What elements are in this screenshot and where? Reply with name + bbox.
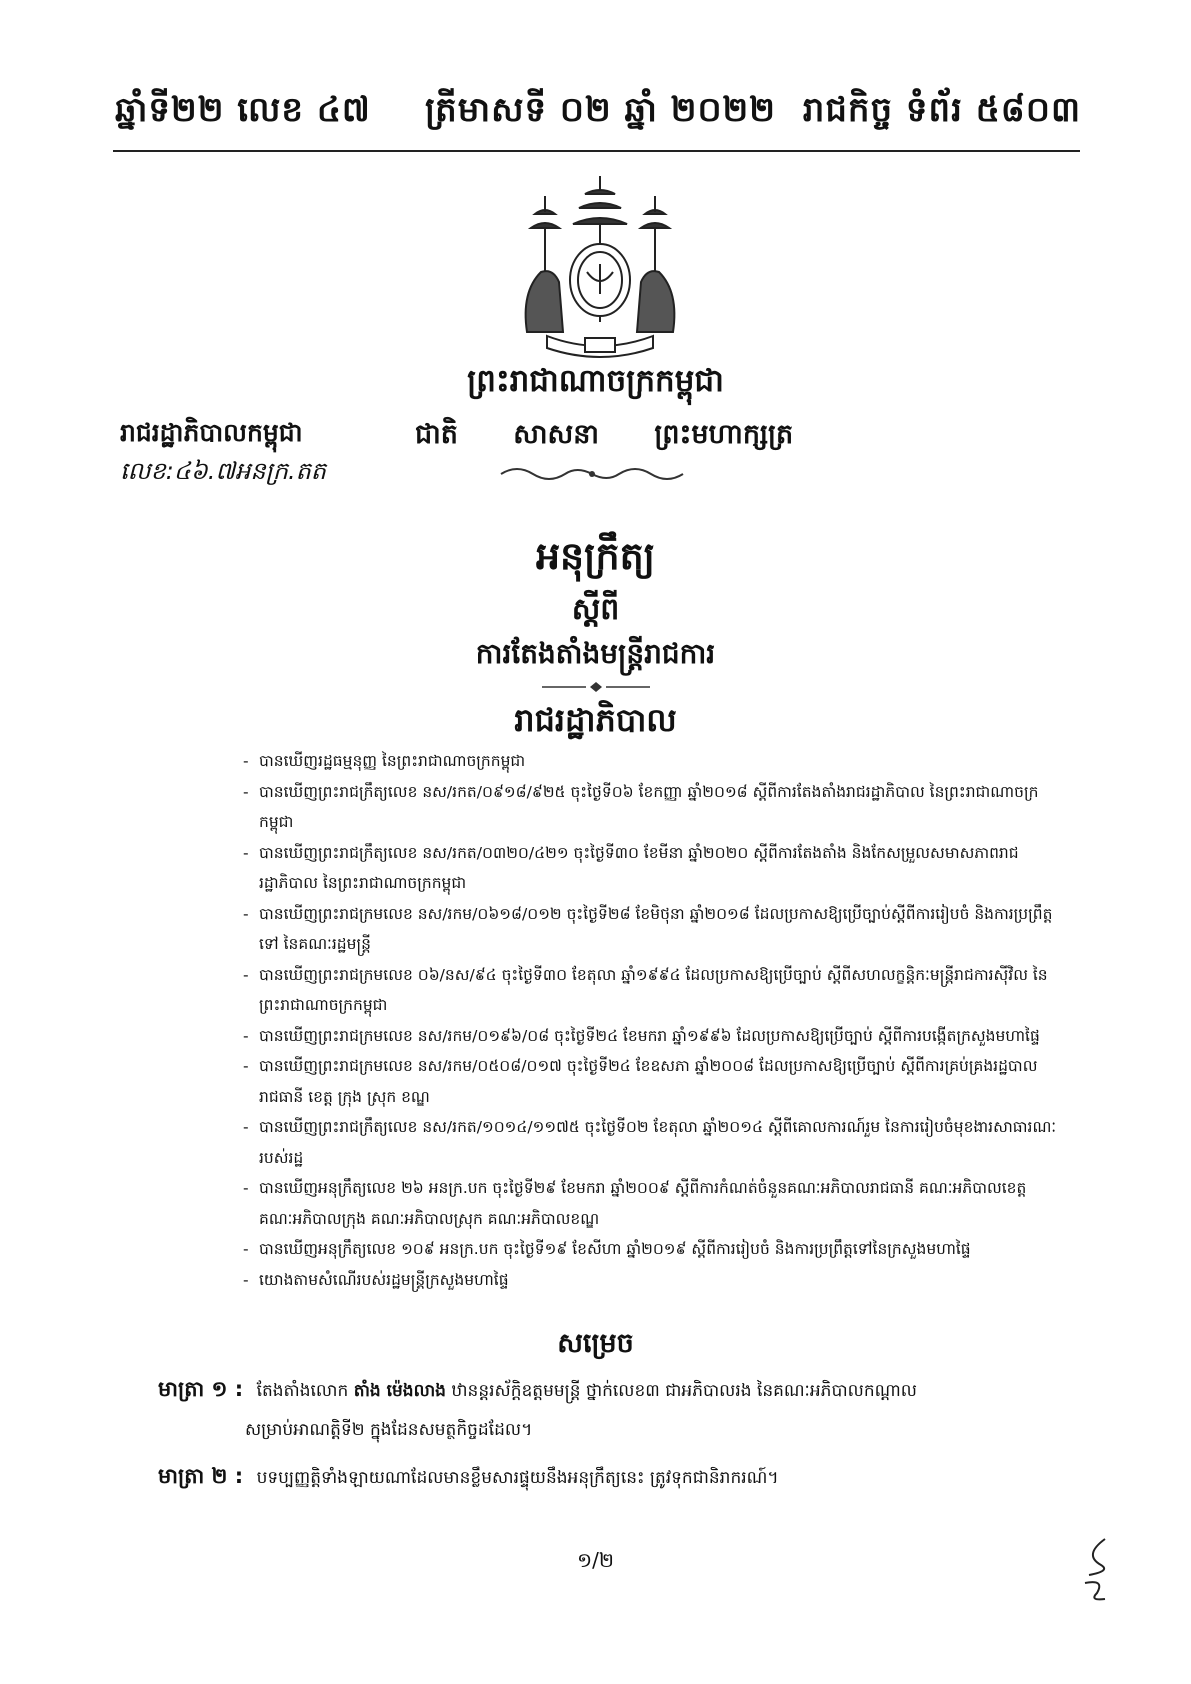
royal-coat-of-arms-icon <box>507 172 693 362</box>
issuer-name: រាជរដ្ឋាភិបាលកម្ពុជា <box>120 418 303 447</box>
preamble-item: - បានឃើញព្រះរាជក្រឹត្យលេខ នស/រកត/០៣២០/៤២១ ចុះថ្ងៃទី៣០ ខែមីនា ឆ្នាំ២០២០ ស្តីពីការតែងតាំង និងកែសម្រួលសមាសភាពរាជរដ្ឋាភិបាល នៃព្រះរាជាណាចក្រកម្ពុជា <box>243 838 1063 899</box>
handwritten-initials-icon <box>1075 1535 1115 1605</box>
header-divider <box>113 150 1080 152</box>
preamble-item: - បានឃើញព្រះរាជក្រឹត្យលេខ នស/រកត/១០១៤/១១៧៥ ចុះថ្ងៃទី០២ ខែតុលា ឆ្នាំ២០១៤ ស្តីពីគោលការណ៍រួម នៃការរៀបចំមុខងារសាធារណៈរបស់រដ្ឋ <box>243 1112 1063 1173</box>
preamble-item: - បានឃើញព្រះរាជក្រមលេខ នស/រកម/០៥០៨/០១៧ ចុះថ្ងៃទី២៤ ខែឧសភា ឆ្នាំ២០០៨ ដែលប្រកាសឱ្យប្រើច្បាប់ ស្តីពីការគ្រប់គ្រងរដ្ឋបាលរាជធានី ខេត្ត ក្រុង ស្រុក ខណ្ឌ <box>243 1051 1063 1112</box>
page-number: ១/២ <box>576 1548 614 1572</box>
preamble-item: - បានឃើញអនុក្រឹត្យលេខ ១០៩ អនក្រ.បក ចុះថ្ងៃទី១៩ ខែសីហា ឆ្នាំ២០១៩ ស្តីពីការរៀបចំ និងការប្រព្រឹត្តទៅនៃក្រសួងមហាផ្ទៃ <box>243 1234 1063 1265</box>
preamble-item: - បានឃើញរដ្ឋធម្មនុញ្ញ នៃព្រះរាជាណាចក្រកម្ពុជា <box>243 746 1063 777</box>
title-about: ស្តីពី <box>571 592 620 627</box>
appointee-name: តាំង ម៉េងលាង <box>353 1381 446 1401</box>
motto-religion: សាសនា <box>513 419 599 450</box>
preamble-item: - បានឃើញព្រះរាជក្រឹត្យលេខ នស/រកត/០៩១៨/៩២៥ ចុះថ្ងៃទី០៦ ខែកញ្ញា ឆ្នាំ២០១៨ ស្តីពីការតែងតាំងរាជរដ្ឋាភិបាល នៃព្រះរាជាណាចក្រកម្ពុជា <box>243 777 1063 838</box>
article-2 <box>158 1456 1068 1499</box>
motto-king: ព្រះមហាក្សត្រ <box>654 419 794 450</box>
article-1 <box>158 1369 1068 1412</box>
motto-nation: ជាតិ <box>415 419 458 450</box>
title-government: រាជរដ្ឋាភិបាល <box>514 701 677 739</box>
document-number: លេខ:៤៦.៧អនក្រ.តត <box>120 457 327 485</box>
preamble-item: - បានឃើញអនុក្រឹត្យលេខ ២៦ អនក្រ.បក ចុះថ្ងៃទី២៩ ខែមករា ឆ្នាំ២០០៩ ស្តីពីការកំណត់ចំនួនគណៈអភិបាលរាជធានី គណៈអភិបាលខេត្ត គណៈអភិបាលក្រុង គណៈអភិបាលស្រុក គណៈអភិបាលខណ្ឌ <box>243 1173 1063 1234</box>
article-1-prefix: តែងតាំងលោក <box>256 1381 349 1401</box>
article-2-label: មាត្រា ២ : <box>158 1464 244 1488</box>
decision-heading: សម្រេច <box>557 1328 634 1359</box>
title-divider-icon <box>540 680 652 694</box>
article-1-continuation: សម្រាប់អាណត្តិទី២ ក្នុងដែនសមត្ថកិច្ចដដែល។ <box>245 1420 533 1440</box>
preamble-item: - បានឃើញព្រះរាជក្រមលេខ នស/រកម/០១៩៦/០៨ ចុះថ្ងៃទី២៤ ខែមករា ឆ្នាំ១៩៩៦ ដែលប្រកាសឱ្យប្រើច្បាប់ ស្តីពីការបង្កើតក្រសួងមហាផ្ទៃ <box>243 1021 1063 1052</box>
kingdom-title: ព្រះរាជាណាចក្រកម្ពុជា <box>467 363 724 399</box>
header-page: រាជកិច្ច ទំព័រ ៥៨០៣ <box>802 90 1081 130</box>
document-type-title: អនុក្រឹត្យ <box>535 534 656 578</box>
preamble-list <box>243 746 1063 1295</box>
article-2-text: បទប្បញ្ញត្តិទាំងឡាយណាដែលមានខ្លឹមសារផ្ទុយនឹងអនុក្រឹត្យនេះ ត្រូវទុកជានិរាករណ៍។ <box>256 1468 779 1488</box>
preamble-item: - បានឃើញព្រះរាជក្រមលេខ ០៦/នស/៩៤ ចុះថ្ងៃទី៣០ ខែតុលា ឆ្នាំ១៩៩៤ ដែលប្រកាសឱ្យប្រើច្បាប់ ស្តីពីសហលក្ខន្តិកៈមន្ត្រីរាជការស៊ីវិល នៃព្រះរាជាណាចក្រកម្ពុជា <box>243 960 1063 1021</box>
article-1-label: មាត្រា ១ : <box>158 1377 244 1401</box>
national-motto <box>415 418 839 457</box>
title-subject: ការតែងតាំងមន្ត្រីរាជការ <box>475 637 716 670</box>
preamble-item: - បានឃើញព្រះរាជក្រមលេខ នស/រកម/០៦១៨/០១២ ចុះថ្ងៃទី២៨ ខែមិថុនា ឆ្នាំ២០១៨ ដែលប្រកាសឱ្យប្រើច្បាប់ស្តីពីការរៀបចំ និងការប្រព្រឹត្តទៅ នៃគណៈរដ្ឋមន្ត្រី <box>243 899 1063 960</box>
header-issue: ឆ្នាំទី២២ លេខ ៤៧ <box>115 90 371 130</box>
preamble-item: - យោងតាមសំណើរបស់រដ្ឋមន្ត្រីក្រសួងមហាផ្ទៃ <box>243 1265 1063 1296</box>
ornament-flourish-icon <box>497 462 687 484</box>
article-1-text: ឋានន្តរស័ក្តិឧត្តមមន្ត្រី ថ្នាក់លេខ៣ ជាអភិបាលរង នៃគណៈអភិបាលកណ្តាល <box>451 1381 917 1401</box>
header-quarter: ត្រីមាសទី ០២ ឆ្នាំ ២០២២ <box>425 90 776 130</box>
